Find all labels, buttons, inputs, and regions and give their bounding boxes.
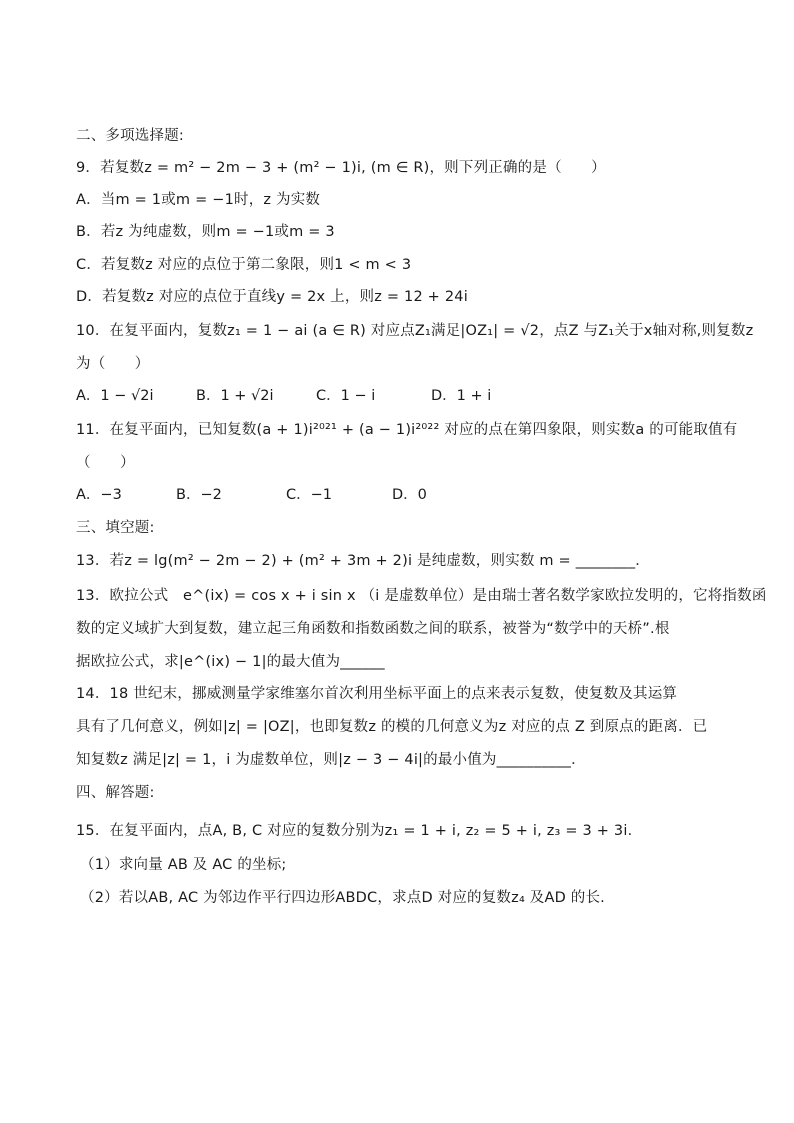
question-15-part-2: （2）若以AB, AC 为邻边作平行四边形ABDC，求点D 对应的复数z₄ 及AD 的长. [80,890,605,906]
question-9-option-b: B．若z 为纯虚数，则m = −1或m = 3 [76,224,335,240]
question-10-options [76,386,491,406]
question-11-option-b: B．−2 [176,487,222,503]
question-10-option-b: B．1 + √2i [196,388,274,404]
question-14-line-2: 具有了几何意义，例如|z| = |OZ|，也即复数z 的模的几何意义为z 对应的点 Z 到原点的距离．已 [76,719,708,735]
section-heading-multi-choice: 二、多项选择题: [76,128,184,144]
question-9-option-c: C．若复数z 对应的点位于第二象限，则1 < m < 3 [76,257,412,273]
question-13a: 13．若z = lg(m² − 2m − 2) + (m² + 3m + 2)i 是纯虚数，则实数 m = ________． [76,553,650,569]
question-13b-line-1: 13．欧拉公式 e^(ix) = cos x + i sin x （i 是虚数单位）是由瑞士著名数学家欧拉发明的，它将指数函 [76,588,767,604]
question-11-stem: 11．在复平面内，已知复数(a + 1)i²⁰²¹ + (a − 1)i²⁰²² 对应的点在第四象限，则实数a 的可能取值有 [76,422,738,438]
question-10-stem-cont: 为（ ） [76,356,150,372]
section-heading-fill-blank: 三、填空题: [76,520,155,536]
question-15-stem: 15．在复平面内，点A, B, C 对应的复数分别为z₁ = 1 + i, z₂ = 5 + i, z₃ = 3 + 3i． [76,823,643,839]
question-9-option-a: A．当m = 1或m = −1时，z 为实数 [76,192,321,208]
question-14-line-3: 知复数z 满足|z| = 1，i 为虚数单位，则|z − 3 − 4i|的最小值为__________． [76,752,586,768]
question-9-stem: 9．若复数z = m² − 2m − 3 + (m² − 1)i, (m ∈ R)，则下列正确的是（ ） [76,160,606,176]
question-10-option-a: A．1 − √2i [76,388,154,404]
question-11-options [76,485,427,505]
question-13b-line-3: 据欧拉公式，求|e^(ix) − 1|的最大值为______ [76,654,385,670]
question-11-option-c: C．−1 [286,487,332,503]
question-11-option-a: A．−3 [76,487,122,503]
question-14-line-1: 14．18 世纪末，挪威测量学家维塞尔首次利用坐标平面上的点来表示复数，使复数及其运算 [76,686,678,702]
section-heading-answer: 四、解答题: [76,785,155,801]
question-10-option-d: D．1 + i [431,388,492,404]
question-10-option-c: C．1 − i [316,388,376,404]
question-13b-line-2: 数的定义域扩大到复数，建立起三角函数和指数函数之间的联系，被誉为“数学中的天桥”.根 [76,621,670,637]
question-10-stem: 10．在复平面内，复数z₁ = 1 − ai (a ∈ R) 对应点Z₁满足|OZ₁| = √2，点Z 与Z₁关于x轴对称,则复数z [76,323,754,339]
question-9-option-d: D．若复数z 对应的点位于直线y = 2x 上，则z = 12 + 24i [76,289,468,305]
question-15-part-1: （1）求向量 AB 及 AC 的坐标; [80,857,287,873]
question-11-stem-cont: （ ） [76,455,135,471]
question-11-option-d: D．0 [392,487,427,503]
